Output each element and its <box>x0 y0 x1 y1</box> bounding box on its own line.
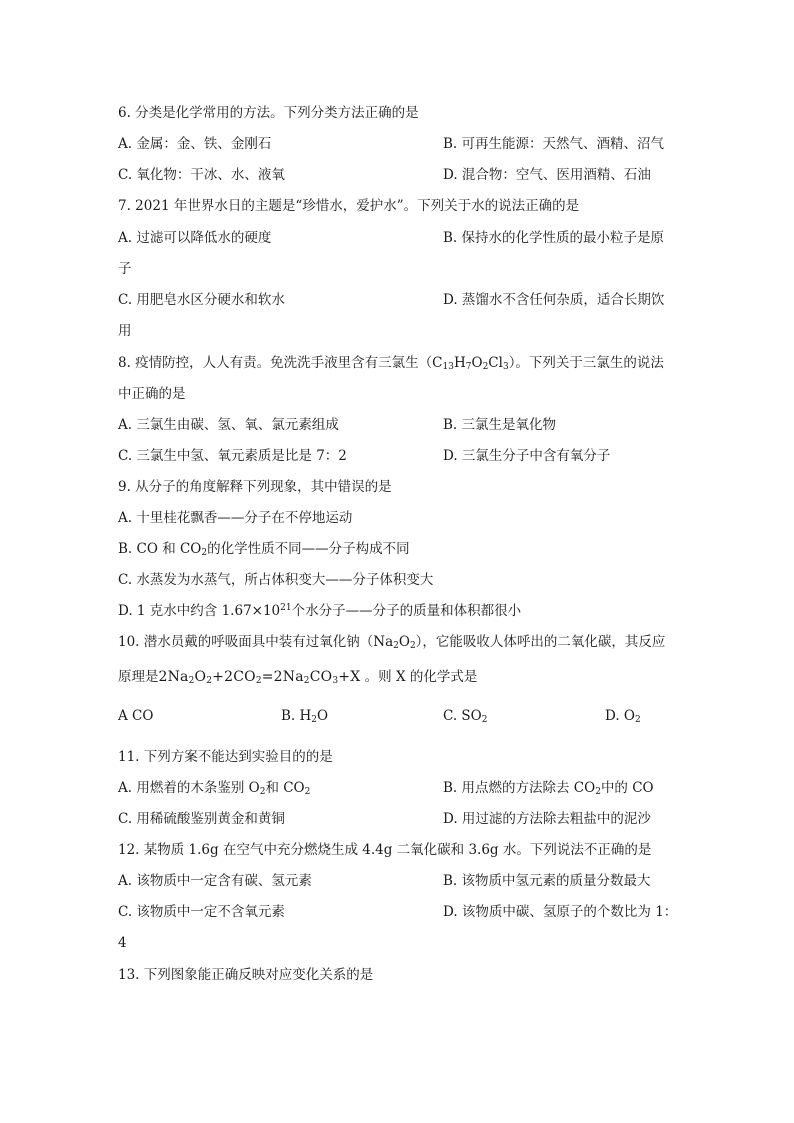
q11-b-pre: B. 用点燃的方法除去 CO <box>443 780 596 796</box>
q10-b-sub: 2 <box>311 715 318 725</box>
eq-sub: 3 <box>332 676 339 686</box>
question-13-stem: 13. 下列图象能正确反映对应变化关系的是 <box>118 967 374 983</box>
question-8-stem-continued: 中正确的是 <box>118 386 186 402</box>
eq-part: O <box>194 669 207 685</box>
q9-b-sub: 2 <box>201 548 208 558</box>
q10-stem-post: ），它能吸收人体呼出的二氧化碳，其反应 <box>415 634 666 650</box>
question-7-option-d-continued: 用 <box>118 323 132 339</box>
question-6-stem: 6. 分类是化学常用的方法。下列分类方法正确的是 <box>118 105 419 121</box>
q11-a-sub1: 2 <box>259 787 266 797</box>
q10-line2-pre: 原理是 <box>118 669 159 685</box>
q9-b-pre: B. CO 和 CO <box>118 541 202 557</box>
question-7-option-d: D. 蒸馏水不含任何杂质，适合长期饮 <box>443 292 665 308</box>
question-10-option-b <box>281 706 328 726</box>
question-12-option-a: A. 该物质中一定含有碳、氢元素 <box>118 873 312 889</box>
q8-stem-post: ）。下列关于三氯生的说法 <box>508 355 664 371</box>
question-11-stem: 11. 下列方案不能达到实验目的的是 <box>118 749 333 765</box>
question-9-option-b <box>118 539 410 559</box>
question-12-option-d: D. 该物质中碳、氢原子的个数比为 1： <box>443 904 678 920</box>
q10-stem-pre: 10. 潜水员戴的呼吸面具中装有过氧化钠（Na <box>118 634 394 650</box>
question-12-option-d-continued: 4 <box>118 935 127 951</box>
q10-d-sub: 2 <box>635 715 641 725</box>
question-10-option-c <box>443 706 487 726</box>
q8-o: O <box>471 355 483 371</box>
question-8-option-d: D. 三氯生分子中含有氧分子 <box>443 448 611 464</box>
eq-part: 2Na <box>158 669 189 685</box>
question-7-option-b-continued: 子 <box>118 261 132 277</box>
q8-cl: Cl <box>488 355 503 371</box>
question-9-option-c: C. 水蒸发为水蒸气，所占体积变大——分子体积变大 <box>118 572 434 588</box>
q11-b-sub: 2 <box>595 787 601 797</box>
q11-a-pre: A. 用燃着的木条鉴别 O <box>118 780 260 796</box>
q10-c-sub: 2 <box>481 715 488 725</box>
question-12-option-c: C. 该物质中一定不含氧元素 <box>118 904 285 920</box>
q9-b-post: 的化学性质不同——分子构成不同 <box>207 541 410 557</box>
q10-stem-o: O <box>398 634 410 650</box>
question-11-option-a <box>118 778 310 798</box>
q11-a-sub2: 2 <box>304 787 311 797</box>
q10-stem-sub1: 2 <box>393 641 399 651</box>
q11-b-post: 中的 CO <box>600 780 654 796</box>
question-7-option-b: B. 保持水的化学性质的最小粒子是原 <box>443 230 665 246</box>
question-11-option-b <box>443 778 654 798</box>
question-8-option-a: A. 三氯生由碳、氢、氧、氯元素组成 <box>118 417 339 433</box>
eq-sub: 2 <box>303 676 310 686</box>
q9-d-sup: 21 <box>280 603 292 613</box>
q10-line2-post: 。则 X 的化学式是 <box>360 669 478 685</box>
q10-equation <box>159 669 361 685</box>
question-10-stem-line2 <box>118 667 477 687</box>
q10-b-pre: B. H <box>281 708 312 724</box>
q10-b-post: O <box>317 708 329 724</box>
question-9-option-a: A. 十里桂花飘香——分子在不停地运动 <box>118 510 353 526</box>
q9-d-post: 个水分子——分子的质量和体积都很小 <box>291 603 522 619</box>
eq-sub: 2 <box>188 676 195 686</box>
question-8-option-b: B. 三氯生是氧化物 <box>443 417 557 433</box>
question-8-stem <box>118 353 664 373</box>
question-10-option-a: A CO <box>118 708 154 724</box>
q8-sub-2: 2 <box>482 362 489 372</box>
question-7-stem: 7. 2021 年世界水日的主题是“珍惜水，爱护水”。下列关于水的说法正确的是 <box>118 198 580 214</box>
question-7-option-c: C. 用肥皂水区分硬水和软水 <box>118 292 285 308</box>
question-11-option-c: C. 用稀硫酸鉴别黄金和黄铜 <box>118 811 285 827</box>
q8-sub-7: 7 <box>465 362 472 372</box>
eq-sub: 2 <box>206 676 213 686</box>
question-6-option-a: A. 金属：金、铁、金刚石 <box>118 136 272 152</box>
question-12-stem: 12. 某物质 1.6g 在空气中充分燃烧生成 4.4g 二氧化碳和 3.6g 水。下列说法不正确的是 <box>118 842 652 858</box>
question-6-option-d: D. 混合物：空气、医用酒精、石油 <box>443 167 651 183</box>
question-10-stem <box>118 632 665 652</box>
question-9-stem: 9. 从分子的角度解释下列现象，其中错误的是 <box>118 479 392 495</box>
q9-d-pre: D. 1 克水中约含 1.67×10 <box>118 603 281 619</box>
question-6-option-c: C. 氧化物：干冰、水、液氧 <box>118 167 285 183</box>
q8-sub-13: 13 <box>442 362 454 372</box>
q11-a-mid: 和 CO <box>265 780 305 796</box>
question-11-option-d: D. 用过滤的方法除去粗盐中的泥沙 <box>443 811 651 827</box>
eq-part: =2Na <box>261 669 304 685</box>
q8-stem-pre: 8. 疫情防控，人人有责。免洗洗手液里含有三氯生（C <box>118 355 443 371</box>
q10-stem-sub2: 2 <box>409 641 416 651</box>
eq-part: +X <box>338 669 361 685</box>
q8-sub-3: 3 <box>502 362 509 372</box>
question-8-option-c: C. 三氯生中氢、氧元素质是比是 7：2 <box>118 448 347 464</box>
eq-sub: 2 <box>255 676 262 686</box>
eq-part: CO <box>309 669 333 685</box>
q8-h: H <box>453 355 466 371</box>
question-7-option-a: A. 过滤可以降低水的硬度 <box>118 230 272 246</box>
q10-d-pre: D. O <box>605 708 635 724</box>
question-10-option-d <box>605 706 641 726</box>
q10-c-pre: C. SO <box>443 708 482 724</box>
eq-part: +2CO <box>212 669 256 685</box>
question-6-option-b: B. 可再生能源：天然气、酒精、沼气 <box>443 136 665 152</box>
question-12-option-b: B. 该物质中氢元素的质量分数最大 <box>443 873 651 889</box>
question-9-option-d <box>118 601 521 621</box>
